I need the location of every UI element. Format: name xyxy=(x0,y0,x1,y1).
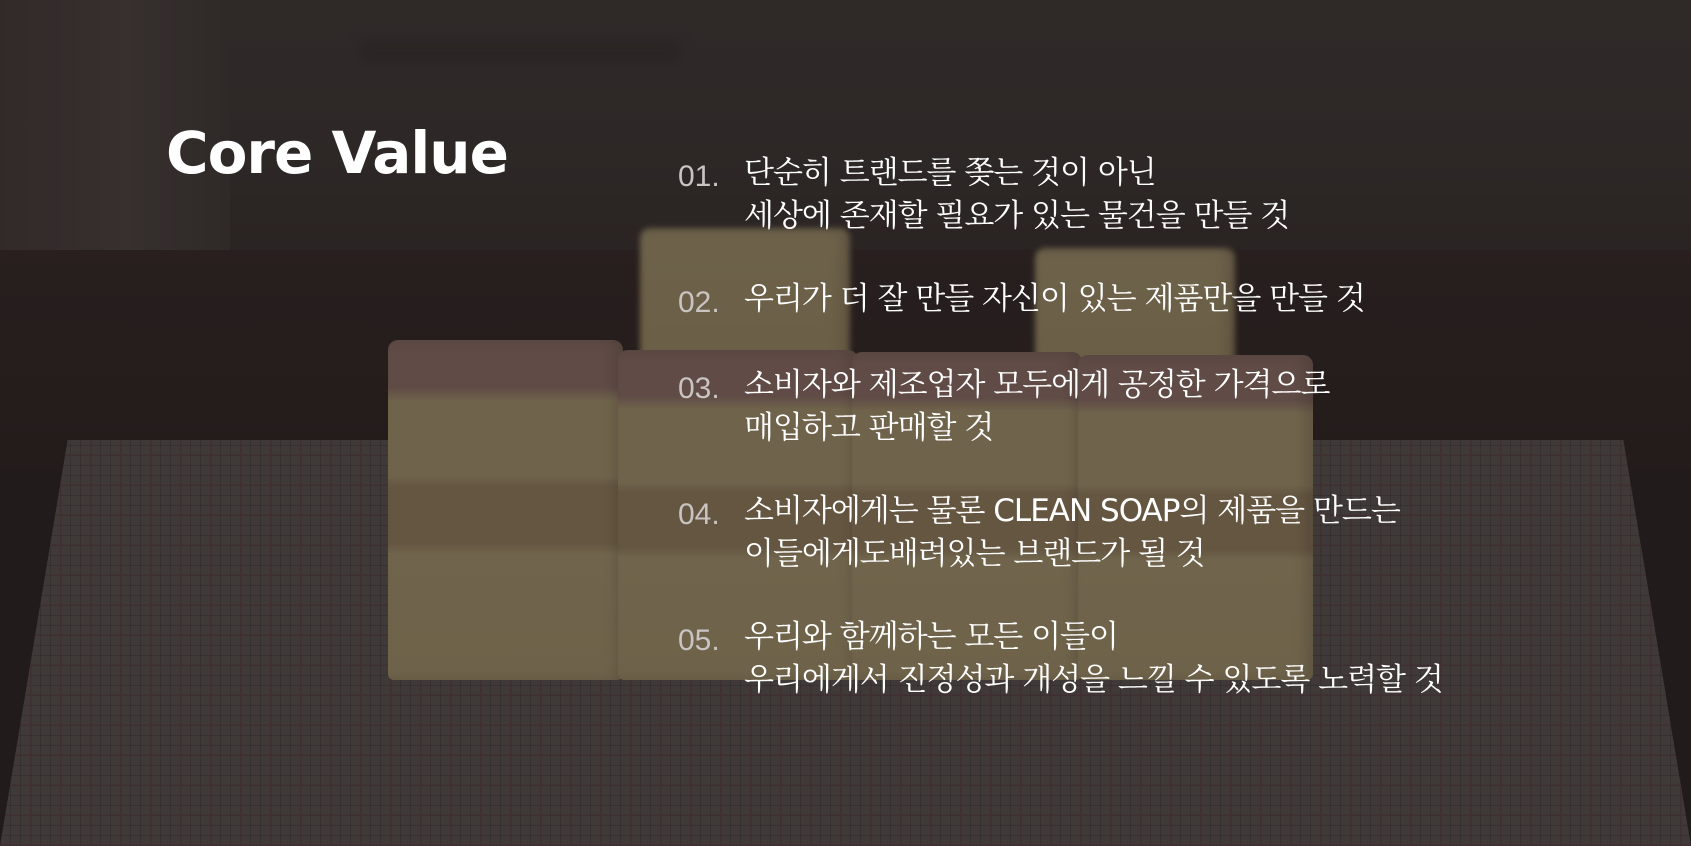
value-text xyxy=(744,152,1289,238)
value-text xyxy=(744,490,1400,576)
value-item-02 xyxy=(678,278,1638,324)
value-line: 세상에 존재할 필요가 있는 물건을 만들 것 xyxy=(744,198,1290,234)
value-item-03 xyxy=(678,364,1638,450)
value-item-05 xyxy=(678,616,1638,702)
value-line: 이들에게도배려있는 브랜드가 될 것 xyxy=(744,536,1205,572)
value-item-01 xyxy=(678,152,1638,238)
value-line: 소비자에게는 물론 CLEAN SOAP의 제품을 만드는 xyxy=(744,493,1400,529)
value-line: 소비자와 제조업자 모두에게 공정한 가격으로 xyxy=(744,367,1330,403)
value-line: 단순히 트랜드를 쫒는 것이 아닌 xyxy=(744,155,1156,191)
value-number: 04. xyxy=(678,498,720,531)
value-line: 매입하고 판매할 것 xyxy=(744,410,994,446)
value-text xyxy=(744,616,1443,702)
page-title: Core Value xyxy=(166,119,508,187)
value-number: 05. xyxy=(678,624,720,657)
value-line: 우리에게서 진정성과 개성을 느낄 수 있도록 노력할 것 xyxy=(744,662,1443,698)
value-number: 02. xyxy=(678,286,720,319)
core-value-list xyxy=(678,152,1638,702)
value-line: 우리가 더 잘 만들 자신이 있는 제품만을 만들 것 xyxy=(744,281,1365,317)
value-text xyxy=(744,364,1329,450)
value-number: 01. xyxy=(678,160,720,193)
value-item-04 xyxy=(678,490,1638,576)
value-line: 우리와 함께하는 모든 이들이 xyxy=(744,619,1118,655)
value-text xyxy=(744,278,1365,321)
value-number: 03. xyxy=(678,372,720,405)
